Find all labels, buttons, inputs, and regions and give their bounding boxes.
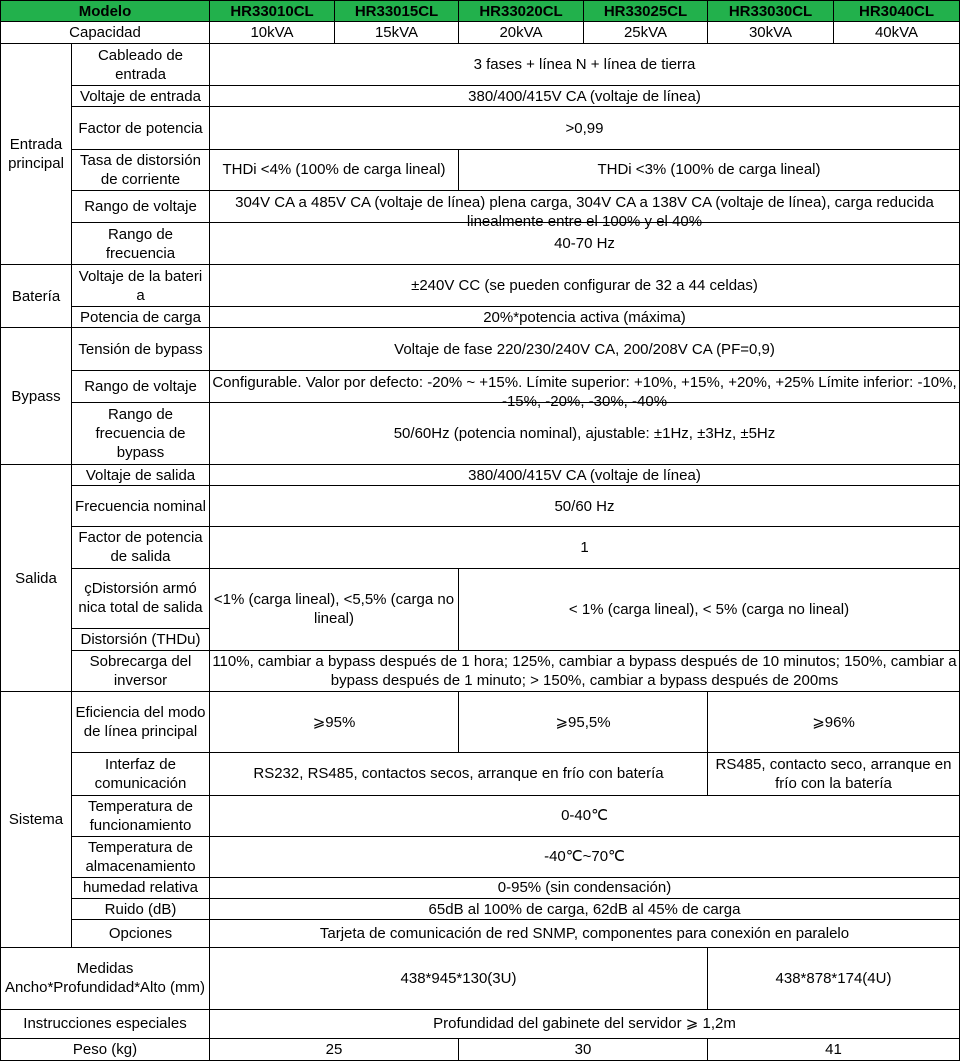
sobrecarga-value: 110%, cambiar a bypass después de 1 hora; 125%, cambiar a bypass después de 10 minutos; 150%, cambiar a bypass después de 1 minuto; > 150%, cambiar a bypass después de 200ms bbox=[210, 650, 960, 691]
table-row bbox=[1, 402, 960, 464]
thdu-label: Distorsión (THDu) bbox=[72, 628, 210, 650]
tension-bypass-value: Voltaje de fase 220/230/240V CA, 200/208V CA (PF=0,9) bbox=[210, 328, 960, 370]
ruido-value: 65dB al 100% de carga, 62dB al 45% de carga bbox=[210, 899, 960, 920]
distorsion-salida-value-b: < 1% (carga lineal), < 5% (carga no lineal) bbox=[459, 568, 960, 650]
humedad-label: humedad relativa bbox=[72, 877, 210, 898]
table-row bbox=[1, 307, 960, 328]
capacidad-row bbox=[1, 22, 960, 44]
voltaje-salida-label: Voltaje de salida bbox=[72, 465, 210, 486]
rango-voltaje-entrada-label: Rango de voltaje bbox=[72, 190, 210, 222]
table-row bbox=[1, 877, 960, 898]
rango-frecuencia-bypass-value: 50/60Hz (potencia nominal), ajustable: ±1Hz, ±3Hz, ±5Hz bbox=[210, 402, 960, 464]
peso-value: 25 bbox=[210, 1038, 459, 1060]
peso-value: 41 bbox=[708, 1038, 960, 1060]
factor-potencia-label: Factor de potencia bbox=[72, 107, 210, 149]
table-row bbox=[1, 650, 960, 691]
opciones-label: Opciones bbox=[72, 920, 210, 948]
distorsion-salida-label: çDistorsión armó nica total de salida bbox=[72, 568, 210, 628]
instrucciones-value: Profundidad del gabinete del servidor ⩾ 1,2m bbox=[210, 1009, 960, 1038]
table-row bbox=[1, 370, 960, 402]
medidas-label: Medidas Ancho*Profundidad*Alto (mm) bbox=[1, 948, 210, 1009]
temp-almacenamiento-value: -40℃~70℃ bbox=[210, 836, 960, 877]
model-header: HR3040CL bbox=[834, 1, 960, 22]
modelo-header: Modelo bbox=[1, 1, 210, 22]
temp-funcionamiento-label: Temperatura de funcionamiento bbox=[72, 795, 210, 836]
table-row bbox=[1, 795, 960, 836]
eficiencia-value-c: ⩾96% bbox=[708, 692, 960, 753]
interfaz-value-b: RS485, contacto seco, arranque en frío con la batería bbox=[708, 753, 960, 795]
voltaje-entrada-value: 380/400/415V CA (voltaje de línea) bbox=[210, 86, 960, 107]
peso-row bbox=[1, 1038, 960, 1060]
rango-voltaje-bypass-value bbox=[210, 370, 960, 411]
temp-almacenamiento-label: Temperatura de almacenamiento bbox=[72, 836, 210, 877]
distorsion-corriente-value-b: THDi <3% (100% de carga lineal) bbox=[459, 149, 960, 190]
group-salida: Salida bbox=[1, 465, 72, 692]
header-row bbox=[1, 1, 960, 22]
distorsion-corriente-value-a: THDi <4% (100% de carga lineal) bbox=[210, 149, 459, 190]
capacidad-value: 15kVA bbox=[335, 22, 459, 44]
voltaje-bateria-value: ±240V CC (se pueden configurar de 32 a 44 celdas) bbox=[210, 265, 960, 307]
temp-funcionamiento-value: 0-40℃ bbox=[210, 795, 960, 836]
eficiencia-label: Eficiencia del modo de línea principal bbox=[72, 692, 210, 753]
capacidad-value: 25kVA bbox=[584, 22, 708, 44]
table-row bbox=[1, 527, 960, 568]
eficiencia-value-a: ⩾95% bbox=[210, 692, 459, 753]
cableado-value: 3 fases + línea N + línea de tierra bbox=[210, 44, 960, 86]
table-row bbox=[1, 190, 960, 222]
eficiencia-value-b: ⩾95,5% bbox=[459, 692, 708, 753]
sobrecarga-label: Sobrecarga del inversor bbox=[72, 650, 210, 691]
capacidad-value: 20kVA bbox=[459, 22, 584, 44]
group-bateria: Batería bbox=[1, 265, 72, 328]
capacidad-label: Capacidad bbox=[1, 22, 210, 44]
model-header: HR33015CL bbox=[335, 1, 459, 22]
rango-frecuencia-entrada-label: Rango de frecuencia bbox=[72, 222, 210, 264]
table-row bbox=[1, 568, 960, 628]
medidas-value-a: 438*945*130(3U) bbox=[210, 948, 708, 1009]
voltaje-bateria-label: Voltaje de la bateri a bbox=[72, 265, 210, 307]
table-row bbox=[1, 836, 960, 877]
table-row bbox=[1, 265, 960, 307]
table-row bbox=[1, 920, 960, 948]
voltaje-salida-value: 380/400/415V CA (voltaje de línea) bbox=[210, 465, 960, 486]
interfaz-value-a: RS232, RS485, contactos secos, arranque en frío con batería bbox=[210, 753, 708, 795]
table-row bbox=[1, 753, 960, 795]
tension-bypass-label: Tensión de bypass bbox=[72, 328, 210, 370]
frecuencia-nominal-label: Frecuencia nominal bbox=[72, 486, 210, 527]
rango-voltaje-entrada-text: 304V CA a 485V CA (voltaje de línea) plena carga, 304V CA a 138V CA (voltaje de línea), carga reducida linealmente entre el 100% y el 40% bbox=[235, 194, 934, 231]
instrucciones-label: Instrucciones especiales bbox=[1, 1009, 210, 1038]
capacidad-value: 10kVA bbox=[210, 22, 335, 44]
distorsion-salida-value-a: <1% (carga lineal), <5,5% (carga no lineal) bbox=[210, 568, 459, 650]
factor-potencia-value: >0,99 bbox=[210, 107, 960, 149]
model-header: HR33025CL bbox=[584, 1, 708, 22]
table-row bbox=[1, 328, 960, 370]
group-sistema: Sistema bbox=[1, 692, 72, 948]
rango-voltaje-entrada-value bbox=[210, 190, 960, 231]
rango-voltaje-bypass-label: Rango de voltaje bbox=[72, 370, 210, 402]
model-header: HR33010CL bbox=[210, 1, 335, 22]
group-entrada-principal: Entrada principal bbox=[1, 44, 72, 265]
capacidad-value: 30kVA bbox=[708, 22, 834, 44]
factor-salida-label: Factor de potencia de salida bbox=[72, 527, 210, 568]
rango-frecuencia-entrada-value: 40-70 Hz bbox=[210, 222, 960, 264]
medidas-value-b: 438*878*174(4U) bbox=[708, 948, 960, 1009]
table-row bbox=[1, 692, 960, 753]
table-row bbox=[1, 107, 960, 149]
ruido-label: Ruido (dB) bbox=[72, 899, 210, 920]
model-header: HR33030CL bbox=[708, 1, 834, 22]
rango-voltaje-bypass-text: Configurable. Valor por defecto: -20% ~ +15%. Límite superior: +10%, +15%, +20%, +25% Límite inferior: -10%, -15%, -20%, -30%, -40% bbox=[212, 374, 957, 411]
opciones-value: Tarjeta de comunicación de red SNMP, componentes para conexión en paralelo bbox=[210, 920, 960, 948]
rango-frecuencia-bypass-label: Rango de frecuencia de bypass bbox=[72, 402, 210, 464]
table-row bbox=[1, 44, 960, 86]
model-header: HR33020CL bbox=[459, 1, 584, 22]
potencia-carga-value: 20%*potencia activa (máxima) bbox=[210, 307, 960, 328]
potencia-carga-label: Potencia de carga bbox=[72, 307, 210, 328]
capacidad-value: 40kVA bbox=[834, 22, 960, 44]
peso-value: 30 bbox=[459, 1038, 708, 1060]
cableado-label: Cableado de entrada bbox=[72, 44, 210, 86]
interfaz-label: Interfaz de comunicación bbox=[72, 753, 210, 795]
frecuencia-nominal-value: 50/60 Hz bbox=[210, 486, 960, 527]
table-row bbox=[1, 149, 960, 190]
distorsion-corriente-label: Tasa de distorsión de corriente bbox=[72, 149, 210, 190]
peso-label: Peso (kg) bbox=[1, 1038, 210, 1060]
instrucciones-row bbox=[1, 1009, 960, 1038]
factor-salida-value: 1 bbox=[210, 527, 960, 568]
humedad-value: 0-95% (sin condensación) bbox=[210, 877, 960, 898]
table-row bbox=[1, 86, 960, 107]
table-row bbox=[1, 465, 960, 486]
medidas-row bbox=[1, 948, 960, 1009]
group-bypass: Bypass bbox=[1, 328, 72, 465]
table-row bbox=[1, 486, 960, 527]
voltaje-entrada-label: Voltaje de entrada bbox=[72, 86, 210, 107]
table-row bbox=[1, 899, 960, 920]
